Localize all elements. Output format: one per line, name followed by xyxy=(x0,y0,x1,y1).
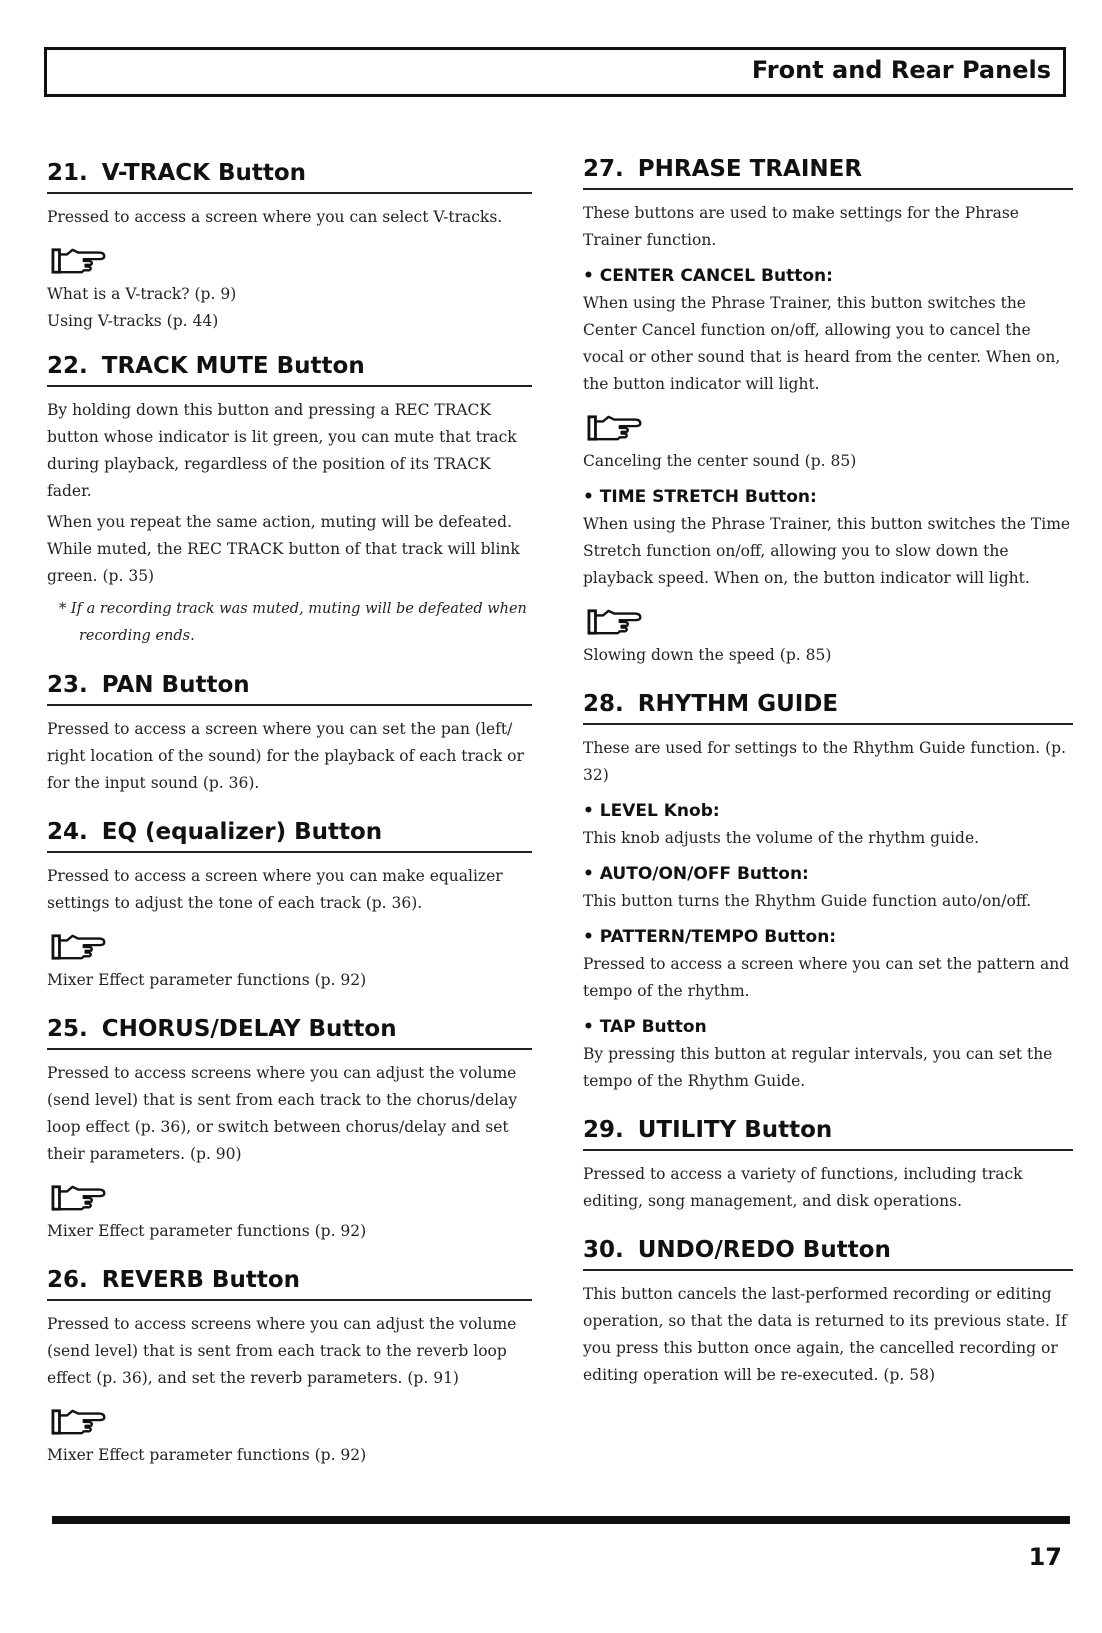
reference-hand-icon xyxy=(51,247,532,275)
section-27-text-1: These buttons are used to make settings for the Phrase Trainer function. xyxy=(583,204,1019,249)
section-24-text: Pressed to access a screen where you can make equalizer settings to adjust the tone of each track (p. 36). xyxy=(47,867,503,912)
auto-on-off-subheading: • AUTO/ON/OFF Button: xyxy=(583,864,809,884)
section-26 xyxy=(47,1267,532,1469)
section-21-text: Pressed to access a screen where you can select V-tracks. xyxy=(47,208,503,226)
section-22-text-2: When you repeat the same action, muting will be defeated. While muted, the REC TRACK button of that track will blink green. (p. 35) xyxy=(47,513,520,585)
footer-rule xyxy=(52,1516,1070,1524)
section-22-note: * If a recording track was muted, muting will be defeated when recording ends. xyxy=(59,601,527,644)
section-30 xyxy=(583,1237,1073,1389)
section-28-heading: 28. RHYTHM GUIDE xyxy=(583,691,1073,725)
section-25-text: Pressed to access screens where you can adjust the volume (send level) that is sent from each track to the chorus/delay loop effect (p. 36), or switch between chorus/delay and set their parameters. (p. 90) xyxy=(47,1064,518,1163)
section-24-heading: 24. EQ (equalizer) Button xyxy=(47,819,532,853)
section-26-ref: Mixer Effect parameter functions (p. 92) xyxy=(47,1446,367,1464)
section-28-text-4: Pressed to access a screen where you can set the pattern and tempo of the rhythm. xyxy=(583,955,1070,1000)
section-27-heading: 27. PHRASE TRAINER xyxy=(583,156,1073,190)
right-column xyxy=(583,156,1073,1389)
section-25-ref: Mixer Effect parameter functions (p. 92) xyxy=(47,1222,367,1240)
section-30-text: This button cancels the last-performed recording or editing operation, so that the data is returned to its previous state. If you press this button once again, the cancelled recording or editing operation will be re-executed. (p. 58) xyxy=(583,1285,1067,1384)
section-29-text: Pressed to access a variety of functions, including track editing, song management, and disk operations. xyxy=(583,1165,1023,1210)
section-21-ref-1: What is a V-track? (p. 9) xyxy=(47,285,237,303)
section-29-heading: 29. UTILITY Button xyxy=(583,1117,1073,1151)
center-cancel-subheading: • CENTER CANCEL Button: xyxy=(583,266,833,286)
section-27-text-2: When using the Phrase Trainer, this button switches the Center Cancel function on/off, allowing you to cancel the vocal or other sound that is heard from the center. When on, the button indicator will light. xyxy=(583,294,1061,393)
section-24-ref: Mixer Effect parameter functions (p. 92) xyxy=(47,971,367,989)
section-26-text: Pressed to access screens where you can adjust the volume (send level) that is sent from each track to the reverb loop effect (p. 36), and set the reverb parameters. (p. 91) xyxy=(47,1315,517,1387)
section-23-heading: 23. PAN Button xyxy=(47,672,532,706)
section-27-ref-2: Slowing down the speed (p. 85) xyxy=(583,646,832,664)
section-21-ref-2: Using V-tracks (p. 44) xyxy=(47,312,219,330)
section-28-text-3: This button turns the Rhythm Guide function auto/on/off. xyxy=(583,892,1032,910)
section-27 xyxy=(583,156,1073,669)
section-27-text-3: When using the Phrase Trainer, this button switches the Time Stretch function on/off, allowing you to slow down the playback speed. When on, the button indicator will light. xyxy=(583,515,1071,587)
section-21-heading: 21. V-TRACK Button xyxy=(47,160,532,194)
reference-hand-icon xyxy=(587,608,1073,636)
reference-hand-icon xyxy=(51,933,532,961)
section-27-ref-1: Canceling the center sound (p. 85) xyxy=(583,452,857,470)
section-28-text-5: By pressing this button at regular intervals, you can set the tempo of the Rhythm Guide. xyxy=(583,1045,1053,1090)
section-22-heading: 22. TRACK MUTE Button xyxy=(47,353,532,387)
time-stretch-subheading: • TIME STRETCH Button: xyxy=(583,487,817,507)
reference-hand-icon xyxy=(51,1408,532,1436)
section-25-heading: 25. CHORUS/DELAY Button xyxy=(47,1016,532,1050)
section-24 xyxy=(47,819,532,994)
section-21 xyxy=(47,160,532,335)
section-28-text-1: These are used for settings to the Rhythm Guide function. (p. 32) xyxy=(583,739,1067,784)
level-knob-subheading: • LEVEL Knob: xyxy=(583,801,720,821)
section-23 xyxy=(47,672,532,797)
page-number: 17 xyxy=(1028,1543,1062,1571)
section-26-heading: 26. REVERB Button xyxy=(47,1267,532,1301)
section-29 xyxy=(583,1117,1073,1215)
reference-hand-icon xyxy=(51,1184,532,1212)
pattern-tempo-subheading: • PATTERN/TEMPO Button: xyxy=(583,927,837,947)
section-30-heading: 30. UNDO/REDO Button xyxy=(583,1237,1073,1271)
section-22-text-1: By holding down this button and pressing a REC TRACK button whose indicator is lit green, you can mute that track during playback, regardless of the position of its TRACK fader. xyxy=(47,401,517,500)
section-28-text-2: This knob adjusts the volume of the rhythm guide. xyxy=(583,829,980,847)
section-28 xyxy=(583,691,1073,1095)
section-22 xyxy=(47,353,532,650)
reference-hand-icon xyxy=(587,414,1073,442)
header-title: Front and Rear Panels xyxy=(751,56,1051,84)
section-25 xyxy=(47,1016,532,1245)
section-23-text: Pressed to access a screen where you can set the pan (left/ right location of the sound) for the playback of each track or for the input sound (p. 36). xyxy=(47,720,524,792)
left-column xyxy=(47,160,532,1469)
header-box xyxy=(44,47,1066,97)
tap-button-subheading: • TAP Button xyxy=(583,1017,707,1037)
